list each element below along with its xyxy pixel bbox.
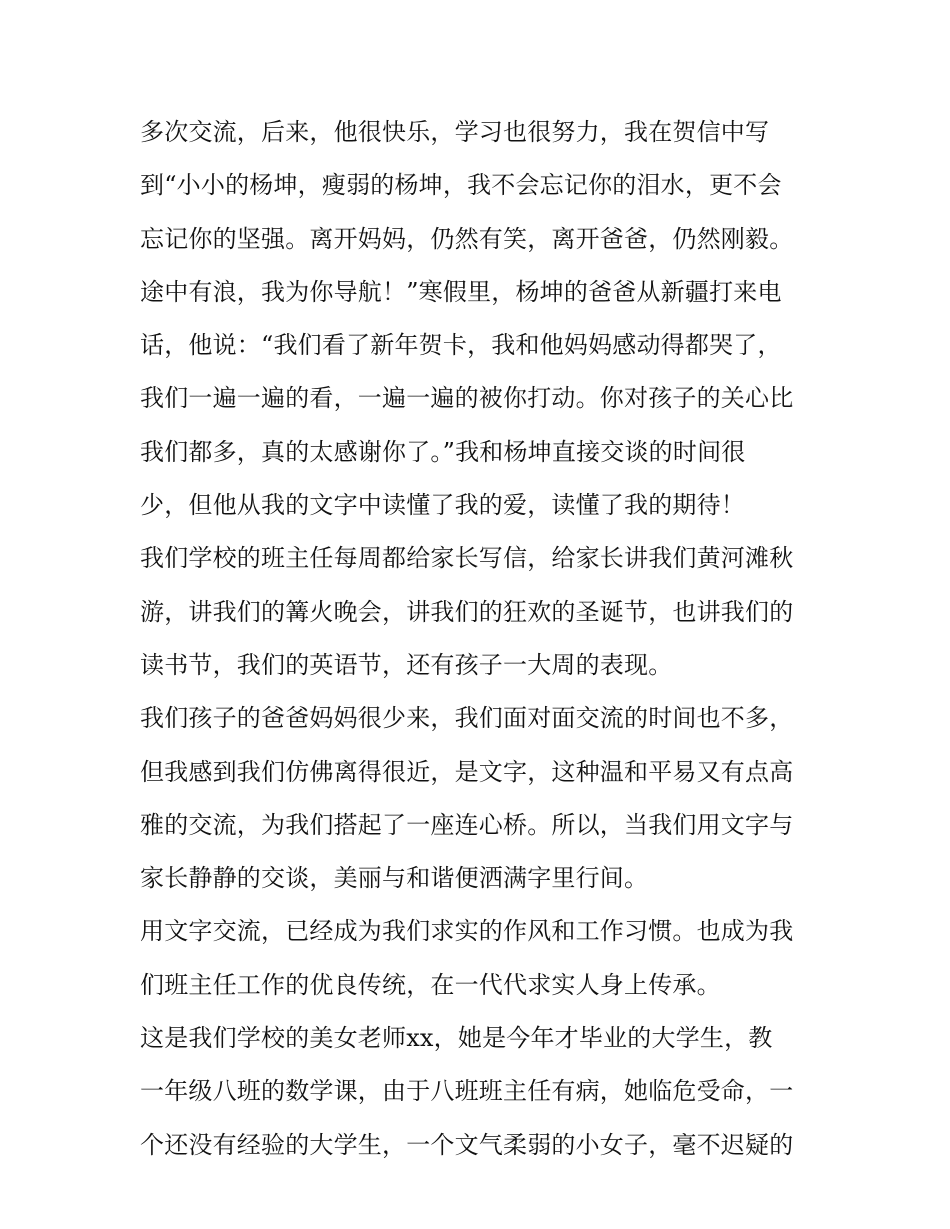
body-text — [140, 106, 820, 1172]
text-line: 我们一遍一遍的看，一遍一遍的被你打动。你对孩子的关心比 — [140, 384, 794, 413]
text-line: 家长静静的交谈，美丽与和谐便洒满字里行间。 — [140, 864, 649, 893]
text-line: 话，他说：“我们看了新年贺卡，我和他妈妈感动得都哭了， — [140, 331, 782, 360]
text-line: 雅的交流，为我们搭起了一座连心桥。所以，当我们用文字与 — [140, 810, 794, 839]
text-line: 我们都多，真的太感谢你了。”我和杨坤直接交谈的时间很 — [140, 437, 746, 466]
text-line: 多次交流，后来，他很快乐，学习也很努力，我在贺信中写 — [140, 118, 770, 146]
text-line: 用文字交流，已经成为我们求实的作风和工作习惯。也成为我 — [140, 917, 794, 946]
text-line: 我们学校的班主任每周都给家长写信，给家长讲我们黄河滩秋 — [140, 544, 794, 573]
text-line: 我们孩子的爸爸妈妈很少来，我们面对面交流的时间也不多， — [140, 704, 794, 733]
text-line: 游，讲我们的篝火晚会，讲我们的狂欢的圣诞节，也讲我们的 — [140, 597, 794, 626]
text-line: 忘记你的坚强。离开妈妈，仍然有笑，离开爸爸，仍然刚毅。 — [140, 224, 794, 253]
text-line: 们班主任工作的优良传统，在一代代求实人身上传承。 — [140, 970, 721, 999]
text-line: 到“小小的杨坤，瘦弱的杨坤，我不会忘记你的泪水，更不会 — [140, 171, 782, 200]
text-line: 途中有浪，我为你导航！”寒假里，杨坤的爸爸从新疆打来电 — [140, 277, 782, 306]
text-line: 一年级八班的数学课，由于八班班主任有病，她临危受命，一 — [140, 1077, 794, 1106]
text-line: 读书节，我们的英语节，还有孩子一大周的表现。 — [140, 650, 673, 679]
text-line: 但我感到我们仿佛离得很近，是文字，这种温和平易又有点高 — [140, 757, 794, 786]
text-line: 个还没有经验的大学生，一个文气柔弱的小女子，毫不迟疑的 — [140, 1130, 794, 1159]
text-line: 这是我们学校的美女老师xx，她是今年才毕业的大学生，教 — [140, 1024, 773, 1053]
text-line: 少，但他从我的文字中读懂了我的爱，读懂了我的期待！ — [140, 491, 745, 520]
